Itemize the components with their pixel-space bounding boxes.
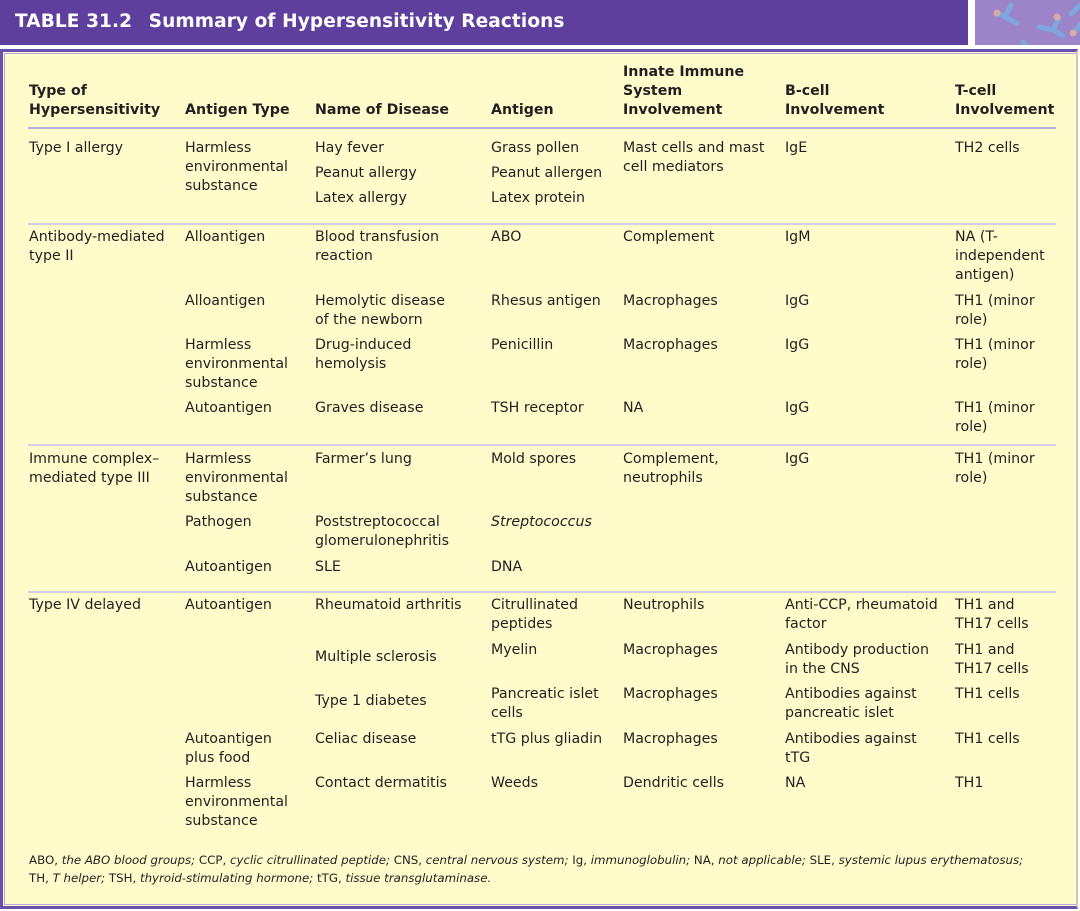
cell-disease: Peanut allergy [315, 165, 417, 181]
cell-antigen-type: Harmless environmental substance [185, 775, 288, 829]
footnote-abbr: TSH, [108, 871, 137, 885]
cell-antigen-type: Alloantigen [185, 229, 266, 245]
header-line: Type of [29, 83, 87, 99]
cell-disease: Multiple sclerosis [315, 649, 437, 665]
cell-antigen: Streptococcus [491, 514, 592, 530]
cell-antigen-type: Alloantigen [185, 293, 266, 309]
cell-disease: Type 1 diabetes [315, 693, 427, 709]
footnote-meaning: tissue transglutaminase. [345, 871, 492, 885]
cell-disease: Blood transfusion reaction [315, 229, 440, 264]
header-line: Involvement [623, 102, 723, 118]
cell-tcell: TH1 and TH17 cells [955, 597, 1029, 632]
cell-bcell: IgG [785, 293, 810, 309]
cell-innate: Macrophages [623, 293, 718, 309]
cell-antigen: Peanut allergen [491, 165, 603, 181]
header-rule [28, 127, 1056, 129]
footnote-meaning: systemic lupus erythematosus; [838, 853, 1024, 867]
cell-tcell: TH2 cells [955, 140, 1020, 156]
column-header-tcell [955, 82, 1054, 120]
table-number: TABLE 31.2 [15, 11, 133, 32]
header-line: Innate Immune [623, 64, 745, 80]
cell-tcell: TH1 [955, 775, 984, 791]
cell-type: Type IV delayed [29, 597, 141, 613]
cell-disease: Latex allergy [315, 190, 407, 206]
cell-antigen: tTG plus gliadin [491, 731, 603, 747]
cell-disease: Rheumatoid arthritis [315, 597, 462, 613]
cell-innate: Complement [623, 229, 715, 245]
cell-disease: Contact dermatitis [315, 775, 447, 791]
cell-innate: Macrophages [623, 642, 718, 658]
cell-type: Immune complex–mediated type III [29, 451, 160, 486]
cell-bcell: Anti-CCP, rheumatoid factor [785, 597, 938, 632]
cell-bcell: IgM [785, 229, 811, 245]
cell-antigen-type: Autoantigen [185, 597, 272, 613]
cell-antigen: Weeds [491, 775, 539, 791]
cell-bcell: Antibodies against tTG [785, 731, 917, 766]
cell-antigen: ABO [491, 229, 522, 245]
footnote-meaning: T helper; [52, 871, 106, 885]
cell-antigen-type: Harmless environmental substance [185, 337, 288, 391]
column-header-innate [623, 63, 744, 120]
header-line: T-cell [955, 83, 997, 99]
cell-antigen: Citrullinated peptides [491, 597, 579, 632]
antibody-illustration-icon [975, 0, 1080, 45]
table-title-text: Summary of Hypersensitivity Reactions [148, 11, 565, 32]
cell-antigen: Myelin [491, 642, 538, 658]
cell-disease: SLE [315, 559, 341, 575]
cell-innate: Dendritic cells [623, 775, 725, 791]
cell-tcell: TH1 cells [955, 686, 1020, 702]
cell-antigen: TSH receptor [491, 400, 584, 416]
footnote-abbr: Ig, [572, 853, 587, 867]
cell-tcell: TH1 (minor role) [955, 400, 1035, 435]
cell-antigen-type: Autoantigen [185, 559, 272, 575]
footnote-meaning: cyclic citrullinated peptide; [229, 853, 390, 867]
cell-tcell: TH1 (minor role) [955, 337, 1035, 372]
header-line: Involvement [785, 102, 885, 118]
cell-antigen: DNA [491, 559, 523, 575]
cell-antigen: Pancreatic islet cells [491, 686, 599, 721]
table-footnote [29, 851, 1049, 887]
column-header-type [29, 82, 160, 120]
cell-bcell: IgG [785, 451, 810, 467]
cell-innate: Macrophages [623, 337, 718, 353]
cell-innate: Macrophages [623, 731, 718, 747]
footnote-meaning: not applicable; [718, 853, 806, 867]
cell-disease: Drug-induced hemolysis [315, 337, 412, 372]
header-line: Involvement [955, 102, 1055, 118]
group-rule [28, 223, 1056, 225]
cell-type: Antibody-mediated type II [29, 229, 165, 264]
footnote-meaning: central nervous system; [425, 853, 569, 867]
cell-antigen: Grass pollen [491, 140, 580, 156]
cell-bcell: Antibody production in the CNS [785, 642, 929, 677]
cell-innate: Mast cells and mast cell mediators [623, 140, 765, 175]
cell-bcell: IgG [785, 400, 810, 416]
cell-type: Type I allergy [29, 140, 124, 156]
header-line: System [623, 83, 683, 99]
header-line: B-cell [785, 83, 830, 99]
cell-tcell: TH1 (minor role) [955, 451, 1035, 486]
cell-innate: Macrophages [623, 686, 718, 702]
cell-antigen-type: Harmless environmental substance [185, 451, 288, 505]
header-line: Hypersensitivity [29, 102, 161, 118]
footnote-abbr: NA, [693, 853, 715, 867]
cell-bcell: NA [785, 775, 806, 791]
cell-antigen-type: Autoantigen [185, 400, 272, 416]
footnote-abbr: SLE, [809, 853, 835, 867]
cell-antigen-type: Autoantigen plus food [185, 731, 272, 766]
footnote-abbr: tTG, [316, 871, 342, 885]
footnote-abbr: CNS, [393, 853, 423, 867]
table-title-bar [0, 0, 968, 45]
cell-antigen-type: Harmless environmental substance [185, 140, 288, 194]
cell-disease: Graves disease [315, 400, 424, 416]
cell-antigen-type: Pathogen [185, 514, 252, 530]
cell-disease: Hemolytic disease of the newborn [315, 293, 445, 328]
group-rule [28, 444, 1056, 446]
cell-antigen: Latex protein [491, 190, 585, 206]
cell-antigen: Penicillin [491, 337, 554, 353]
cell-innate: Complement, neutrophils [623, 451, 719, 486]
column-header-antigen-type: Antigen Type [185, 102, 290, 118]
cell-bcell: IgE [785, 140, 808, 156]
cell-innate: NA [623, 400, 644, 416]
footnote-meaning: the ABO blood groups; [61, 853, 196, 867]
table-title [15, 11, 565, 32]
cell-disease: Hay fever [315, 140, 384, 156]
cell-tcell: NA (T-independent antigen) [955, 229, 1045, 283]
cell-tcell: TH1 and TH17 cells [955, 642, 1029, 677]
cell-disease: Farmer’s lung [315, 451, 412, 467]
column-header-disease: Name of Disease [315, 102, 449, 118]
cell-antigen: Mold spores [491, 451, 577, 467]
footnote-meaning: thyroid-stimulating hormone; [139, 871, 314, 885]
column-header-antigen: Antigen [491, 102, 554, 118]
cell-innate: Neutrophils [623, 597, 705, 613]
footnote-abbr: ABO, [29, 853, 58, 867]
cell-antigen: Rhesus antigen [491, 293, 601, 309]
column-header-bcell [785, 82, 884, 120]
cell-tcell: TH1 cells [955, 731, 1020, 747]
footnote-abbr: TH, [29, 871, 49, 885]
cell-bcell: IgG [785, 337, 810, 353]
group-rule [28, 591, 1056, 593]
cell-tcell: TH1 (minor role) [955, 293, 1035, 328]
footnote-abbr: CCP, [198, 853, 227, 867]
cell-disease: Poststreptococcal glomerulonephritis [315, 514, 450, 549]
footnote-meaning: immunoglobulin; [590, 853, 691, 867]
cell-bcell: Antibodies against pancreatic islet [785, 686, 917, 721]
cell-disease: Celiac disease [315, 731, 417, 747]
